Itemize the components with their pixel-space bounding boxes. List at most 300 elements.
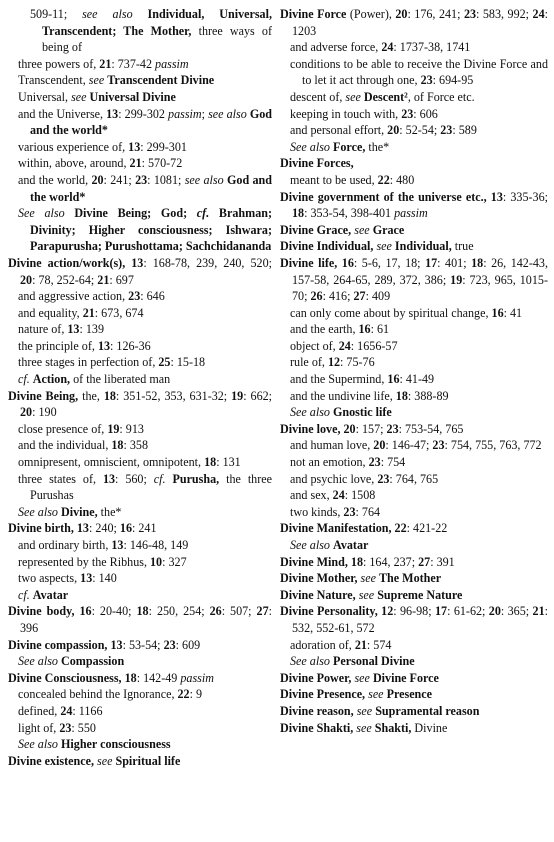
entry-text: Spiritual life <box>115 753 181 768</box>
entry-text: and adverse force, <box>290 40 382 55</box>
entry-text: Divine birth, 13 <box>8 521 89 536</box>
entry-text: 13 <box>128 139 141 154</box>
entry-text: three ways of being of <box>42 23 272 55</box>
entry-text: 20 <box>373 438 386 453</box>
entry-text: 23 <box>386 421 399 436</box>
entry-text: Personal Divine <box>333 654 415 669</box>
entry-text: keeping in touch with, <box>290 106 402 121</box>
entry-text: Grace <box>372 222 405 237</box>
entry-text: : 96-98; <box>393 604 435 619</box>
entry-text: : 5-6, 17, 18; <box>353 255 426 270</box>
entry-text: Avatar <box>32 587 69 602</box>
entry-text: 26 <box>209 604 222 619</box>
entry-text: : 164, 237; <box>363 554 419 569</box>
entry-text: 23 <box>135 172 148 187</box>
entry-text: and the Supermind, <box>290 372 388 387</box>
index-subentry <box>280 89 548 106</box>
index-subentry <box>8 106 272 139</box>
index-subentry <box>8 570 272 587</box>
index-subentry <box>8 437 272 454</box>
entry-text: and the earth, <box>290 322 359 337</box>
entry-text: : 9 <box>189 687 203 702</box>
entry-text: Divine existence, <box>8 753 98 768</box>
index-heading <box>280 6 548 39</box>
entry-text: Divine government of the universe etc., 13 <box>280 189 503 204</box>
entry-text: see <box>71 89 90 104</box>
entry-text: 23 <box>128 289 141 304</box>
entry-text: : 480 <box>389 172 415 187</box>
entry-text: Divine Being, <box>8 388 83 403</box>
entry-text: 18 <box>111 438 124 453</box>
entry-text: 16 <box>119 521 132 536</box>
entry-text: 23 <box>377 471 390 486</box>
entry-text: : 673, 674 <box>94 305 144 320</box>
entry-text: three stages in perfection of, <box>18 355 159 370</box>
index-subentry <box>280 338 548 355</box>
index-subentry <box>280 106 548 123</box>
index-subentry <box>8 537 272 554</box>
entry-text: : 15-18 <box>170 355 206 370</box>
entry-text: Divine, <box>61 504 101 519</box>
entry-text: : 20-40; <box>91 604 137 619</box>
entry-text: and the Universe, <box>18 106 107 121</box>
entry-text: See also <box>290 139 333 154</box>
entry-text: : 176, 241; <box>407 7 464 21</box>
entry-text: Universal, <box>18 89 72 104</box>
entry-text: Shakti, <box>374 720 415 735</box>
entry-text: : 764, 765 <box>389 471 439 486</box>
entry-text: 23 <box>463 7 477 21</box>
entry-text: Supreme Nature <box>377 587 463 602</box>
entry-text: 24 <box>338 338 351 353</box>
entry-text: : 753-54, 765 <box>398 421 464 436</box>
entry-text: : 142-49 <box>136 670 181 685</box>
entry-text: object of, <box>290 338 339 353</box>
index-subentry <box>280 388 548 405</box>
entry-text: 21 <box>99 56 112 71</box>
entry-text: : 409 <box>365 289 391 304</box>
entry-text: : 351-52, 353, 631-32; <box>115 388 232 403</box>
entry-text: Brahman; Divinity; Higher consciousness; Ishwara; Parapurusha; Purushottama; Sachchidananda <box>30 206 272 254</box>
index-heading <box>8 603 272 636</box>
index-subentry <box>280 305 548 322</box>
entry-text: : 694-95 <box>432 73 474 88</box>
entry-text: Divine <box>414 720 448 735</box>
entry-text: : 754, 755, 763, 772 <box>444 438 542 453</box>
entry-text: omnipresent, omniscient, omnipotent, <box>18 455 205 470</box>
entry-text: Divine love, 20 <box>280 421 356 436</box>
entry-text: See also <box>18 206 75 221</box>
entry-text: see <box>360 571 379 586</box>
entry-text: Compassion <box>61 654 125 669</box>
entry-text: : 365; <box>500 604 533 619</box>
entry-text: 21 <box>354 637 367 652</box>
index-subentry <box>280 504 548 521</box>
entry-text: : 52-54; <box>399 123 441 138</box>
index-subentry <box>8 72 272 89</box>
entry-text: See also <box>290 538 333 552</box>
entry-text: 22 <box>177 687 190 702</box>
index-subentry <box>280 437 548 454</box>
entry-text: and personal effort, <box>290 123 388 138</box>
index-subentry <box>8 736 272 753</box>
entry-text: Universal Divine <box>89 89 176 104</box>
entry-text: defined, <box>18 703 61 718</box>
index-subentry <box>8 686 272 703</box>
entry-text: the, <box>82 388 104 403</box>
entry-text: and sex, <box>290 488 333 503</box>
entry-text: 27 <box>256 604 269 619</box>
entry-text: : 41-49 <box>399 372 435 387</box>
entry-text: see <box>88 73 108 88</box>
entry-text: Divine Mother, <box>280 571 361 586</box>
entry-text: Divine Personality, 12 <box>280 604 394 619</box>
entry-text: see also <box>208 106 250 121</box>
entry-text: : 646 <box>140 289 165 304</box>
entry-text: 19 <box>231 388 244 403</box>
index-heading <box>8 388 272 421</box>
entry-text: : 421-22 <box>406 521 448 536</box>
index-heading <box>8 637 272 654</box>
entry-text: three powers of, <box>18 56 100 71</box>
entry-text: 23 <box>343 504 356 519</box>
entry-text: 16 <box>358 322 371 337</box>
entry-text: cf. <box>196 206 219 221</box>
entry-text: : 168-78, 239, 240, 520; <box>143 255 272 270</box>
entry-text: 16 <box>491 305 504 320</box>
entry-text: : 388-89 <box>407 388 449 403</box>
index-subentry <box>280 56 548 89</box>
entry-text: See also <box>18 504 61 519</box>
entry-text: : 146-47; <box>385 438 433 453</box>
index-subentry <box>8 471 272 504</box>
entry-text: : 913 <box>119 421 144 436</box>
index-subentry <box>8 504 272 521</box>
entry-text: : 1656-57 <box>350 338 398 353</box>
entry-text: three states of, <box>18 471 103 486</box>
index-heading <box>280 554 548 571</box>
entry-text: 19 <box>107 421 120 436</box>
entry-text: conditions to be able to receive the Divine Force and to let it act through one, <box>290 56 548 88</box>
entry-text: 19 <box>450 272 463 287</box>
entry-text: : 61-62; <box>447 604 489 619</box>
index-subentry <box>280 653 548 670</box>
index-subentry <box>8 354 272 371</box>
entry-text: 13 <box>102 471 116 486</box>
entry-text: and equality, <box>18 305 83 320</box>
entry-text: see <box>97 753 116 768</box>
entry-text: Individual, <box>394 239 455 254</box>
entry-text: : 358 <box>123 438 148 453</box>
entry-text: 27 <box>418 554 431 569</box>
entry-text: Presence <box>386 687 433 702</box>
index-heading <box>280 421 548 438</box>
index-subentry <box>280 139 548 156</box>
index-subentry <box>280 637 548 654</box>
index-subentry <box>280 487 548 504</box>
entry-text: 13 <box>97 338 111 353</box>
entry-text: Divine action/work(s), 13 <box>8 255 144 270</box>
entry-text: Divine reason, <box>280 703 357 718</box>
entry-text: : 1508 <box>344 488 376 503</box>
index-subentry <box>8 205 272 255</box>
entry-text: 20 <box>387 123 400 138</box>
entry-text: : 574 <box>366 637 392 652</box>
index-subentry <box>280 354 548 371</box>
entry-text: see <box>354 670 373 685</box>
entry-text: 24 <box>60 703 73 718</box>
entry-text: 21 <box>129 156 142 171</box>
entry-text: Supramental reason <box>375 703 480 718</box>
entry-text: 23 <box>420 73 433 88</box>
entry-text: 20 <box>395 7 408 21</box>
entry-text: 23 <box>368 455 381 470</box>
entry-text: : 1166 <box>72 703 103 718</box>
entry-text: concealed behind the Ignorance, <box>18 687 178 702</box>
entry-text: Divine Force <box>372 670 439 685</box>
entry-text: : 299-301 <box>140 139 187 154</box>
entry-text: and psychic love, <box>290 471 378 486</box>
index-subentry <box>280 454 548 471</box>
entry-text: light of, <box>18 720 60 735</box>
index-subentry <box>280 122 548 139</box>
entry-text: : 737-42 <box>111 56 156 71</box>
entry-text: 20 <box>20 405 33 420</box>
entry-text: 17 <box>434 604 448 619</box>
entry-text: see also <box>184 172 227 187</box>
entry-text: 18 <box>103 388 116 403</box>
index-heading <box>280 155 548 172</box>
entry-text: Divine Grace, <box>280 222 355 237</box>
index-subentry <box>8 56 272 73</box>
entry-text: Divine Individual, <box>280 239 377 254</box>
entry-text: 23 <box>401 106 414 121</box>
entry-text: See also <box>290 405 333 420</box>
entry-text: and ordinary birth, <box>18 538 112 552</box>
entry-text: of the liberated man <box>73 372 171 387</box>
entry-text: 10 <box>150 554 163 569</box>
entry-text: Action, <box>32 372 74 387</box>
entry-text: not an emotion, <box>290 455 369 470</box>
entry-text: represented by the Ribhus, <box>18 554 150 569</box>
entry-text: : 1203 <box>292 7 548 38</box>
index-heading <box>280 603 548 636</box>
entry-text: Divine body, 16 <box>8 604 92 619</box>
entry-text: 23 <box>59 720 72 735</box>
index-subentry <box>8 139 272 156</box>
index-heading <box>280 520 548 537</box>
entry-text: see <box>356 720 375 735</box>
entry-text: can only come about by spiritual change, <box>290 305 492 320</box>
index-heading <box>8 255 272 288</box>
entry-text: : 507; <box>221 604 257 619</box>
entry-text: the* <box>368 139 390 154</box>
entry-text: : 560; <box>115 471 154 486</box>
entry-text: Divine Manifestation, 22 <box>280 521 407 536</box>
entry-text: cf. <box>153 471 173 486</box>
entry-text: nature of, <box>18 322 68 337</box>
entry-text: passim <box>180 670 214 685</box>
entry-text: and human love, <box>290 438 374 453</box>
index-subentry <box>280 404 548 421</box>
entry-text: see <box>354 222 373 237</box>
right-column <box>280 6 548 736</box>
entry-text: : 61 <box>370 322 390 337</box>
entry-text: : 157; <box>355 421 387 436</box>
entry-text: rule of, <box>290 355 328 370</box>
entry-text: descent of, <box>290 89 346 104</box>
entry-text: Transcendent Divine <box>107 73 215 88</box>
entry-text: 21 <box>532 604 545 619</box>
entry-text: : 78, 252-64; <box>32 272 98 287</box>
entry-text: 18 <box>471 255 484 270</box>
entry-text: Individual, Universal, Transcendent; The Mother, <box>42 7 272 38</box>
entry-text: 18 <box>395 388 408 403</box>
entry-text: 22 <box>377 172 390 187</box>
index-subentry <box>280 371 548 388</box>
index-heading <box>280 670 548 687</box>
index-heading <box>280 720 548 737</box>
entry-text: see also <box>82 7 148 21</box>
entry-text: : 570-72 <box>141 156 183 171</box>
entry-text: : 416; <box>322 289 354 304</box>
index-heading <box>280 703 548 720</box>
entry-text: : 190 <box>32 405 57 420</box>
left-column <box>8 6 272 769</box>
index-heading <box>280 255 548 305</box>
index-subentry <box>280 39 548 56</box>
entry-text: : 1737-38, 1741 <box>393 40 471 55</box>
entry-text: : 146-48, 149 <box>123 538 189 552</box>
entry-text: various experience of, <box>18 139 129 154</box>
entry-text: : 126-36 <box>110 338 151 353</box>
entry-text: 20 <box>488 604 501 619</box>
entry-text: : 327 <box>162 554 187 569</box>
entry-text: Divine Nature, <box>280 587 359 602</box>
entry-text: 18 <box>136 604 149 619</box>
entry-text: Divine Being; God; <box>74 206 197 221</box>
entry-text: Avatar <box>333 538 369 552</box>
entry-text: 27 <box>353 289 366 304</box>
entry-text: 20 <box>20 272 33 287</box>
entry-text: see <box>345 89 364 104</box>
entry-text: two kinds, <box>290 504 344 519</box>
entry-text: : 550 <box>71 720 96 735</box>
entry-text: : 139 <box>79 322 104 337</box>
entry-text: God and the world* <box>30 172 272 204</box>
entry-text: (Power), <box>349 7 396 21</box>
entry-text: 17 <box>425 255 438 270</box>
index-subentry <box>8 305 272 322</box>
entry-text: Higher consciousness <box>61 737 171 752</box>
entry-text: God and the world* <box>30 106 273 138</box>
index-subentry <box>280 537 548 554</box>
index-heading <box>8 520 272 537</box>
entry-text: : 589 <box>452 123 477 138</box>
entry-text: : 662; <box>243 388 273 403</box>
entry-text: 12 <box>327 355 341 370</box>
entry-text: Gnostic life <box>333 405 392 420</box>
entry-text: Purusha, <box>172 471 227 486</box>
index-subentry <box>280 172 548 189</box>
entry-text: 13 <box>67 322 80 337</box>
entry-text: 13 <box>80 571 93 586</box>
entry-text: 24 <box>532 7 545 21</box>
entry-text: : 75-76 <box>340 355 375 370</box>
entry-text: and aggressive action, <box>18 289 129 304</box>
index-heading <box>280 587 548 604</box>
entry-text: : 532, 552-61, 572 <box>292 604 548 635</box>
entry-text: two aspects, <box>18 571 81 586</box>
entry-text: , of Force etc. <box>407 89 475 104</box>
entry-text: adoration of, <box>290 637 355 652</box>
index-subentry <box>8 172 272 205</box>
entry-text: 20 <box>91 172 104 187</box>
entry-text: 23 <box>440 123 453 138</box>
entry-text: Divine Presence, <box>280 687 369 702</box>
index-heading <box>280 686 548 703</box>
entry-text: : 41 <box>503 305 523 320</box>
entry-text: Divine compassion, 13 <box>8 637 123 652</box>
index-subentry <box>8 288 272 305</box>
entry-text: Force, <box>333 139 369 154</box>
entry-text: : 723, 965, 1015-70; <box>292 272 548 304</box>
index-subentry <box>8 720 272 737</box>
index-subentry <box>280 321 548 338</box>
index-subentry <box>8 703 272 720</box>
index-subentry <box>8 587 272 604</box>
entry-text: 24 <box>332 488 345 503</box>
index-subentry <box>280 471 548 488</box>
entry-text: 24 <box>381 40 394 55</box>
entry-text: : 1081; <box>147 172 185 187</box>
entry-text: within, above, around, <box>18 156 130 171</box>
entry-text: : 391 <box>430 554 455 569</box>
entry-text: see <box>358 587 378 602</box>
entry-text: 13 <box>106 106 119 121</box>
index-heading <box>8 670 272 687</box>
entry-text: : 606 <box>413 106 438 121</box>
entry-text: close presence of, <box>18 421 108 436</box>
entry-text: 13 <box>111 538 124 552</box>
index-heading <box>280 238 548 255</box>
entry-text: : 401; <box>437 255 472 270</box>
entry-text: : 26, 142-43, 157-58, 264-65, 289, 372, 386; <box>292 255 549 287</box>
entry-text: 25 <box>158 355 171 370</box>
index-subentry <box>8 653 272 670</box>
entry-text: 18 <box>204 455 217 470</box>
entry-text: 21 <box>82 305 95 320</box>
entry-text: 23 <box>432 438 445 453</box>
entry-text: 16 <box>387 372 400 387</box>
entry-text: : 299-302 <box>118 106 169 121</box>
entry-text: See also <box>18 737 61 752</box>
entry-text: cf. <box>18 372 33 387</box>
index-subentry <box>8 338 272 355</box>
entry-text: the* <box>100 504 122 519</box>
index-subentry <box>8 89 272 106</box>
entry-text: : 609 <box>175 637 201 652</box>
index-subentry <box>8 371 272 388</box>
entry-text: Divine Mind, 18 <box>280 554 363 569</box>
index-subentry <box>8 321 272 338</box>
entry-text: Divine Forces, <box>280 156 354 171</box>
index-subentry <box>8 155 272 172</box>
entry-text: ; <box>201 106 209 121</box>
entry-text: the three Purushas <box>30 471 272 503</box>
entry-text: Transcendent, <box>18 73 89 88</box>
entry-text: Divine Consciousness, 18 <box>8 670 137 685</box>
